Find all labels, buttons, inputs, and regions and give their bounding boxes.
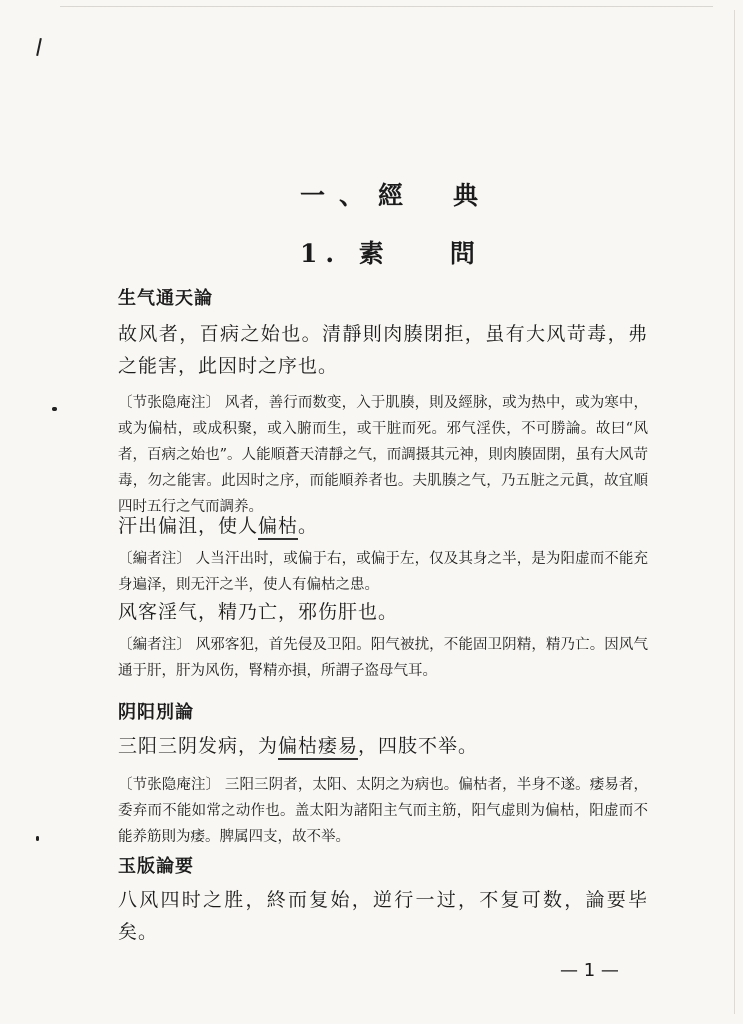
commentary-note: 〔編者注〕 人当汗出时，或偏于右，或偏于左，仅及其身之半，是为阳虚而不能充身遍泽，則无汗之半，使人有偏枯之患。 (118, 551, 648, 593)
section-1 (118, 284, 648, 520)
ink-mark (36, 38, 42, 56)
verse-text: 八风四时之胜，終而复始，逆行一过，不复可数，論要毕矣。 (118, 889, 648, 943)
ink-dot (36, 836, 39, 841)
section-title-part-1: 1. 素 (300, 239, 392, 268)
section-2 (118, 510, 648, 598)
verse-text: 风客淫气，精乃亡，邪伤肝也。 (118, 601, 399, 623)
verse-part: ，四肢不举。 (358, 735, 479, 757)
verse-part: 。 (298, 515, 319, 537)
section-3 (118, 596, 648, 684)
underlined-term: 偏枯痿易 (278, 735, 358, 760)
section-4 (118, 698, 648, 850)
verse-text (118, 730, 648, 762)
scan-edge-right (734, 10, 735, 1014)
section-title-part-2: 問 (449, 239, 483, 268)
section-heading: 玉版論要 (118, 856, 194, 877)
section-title (300, 234, 483, 270)
commentary-note: 〔編者注〕 风邪客犯，首先侵及卫阳。阳气被扰，不能固卫阴精，精乃亡。因风气通于肝，肝为风伤，腎精亦損，所謂子盗母气耳。 (118, 637, 648, 679)
section-5 (118, 852, 648, 948)
page-number: — 1 — (560, 960, 619, 981)
commentary-note: 〔节张隐庵注〕 三阳三阴者，太阳、太阴之为病也。偏枯者，半身不遂。痿易者，委弃而不能如常之动作也。盖太阳为諸阳主气而主筋，阳气虚則为偏枯，阳虚而不能养筋則为痿。脾属四支，故不举。 (118, 777, 648, 845)
chapter-title-part-2: 典 (453, 181, 493, 210)
underlined-term: 偏枯 (258, 515, 298, 540)
scan-edge-top (60, 6, 713, 7)
verse-part: 汗出偏沮，使人 (118, 515, 259, 537)
section-heading: 生气通天論 (118, 288, 213, 309)
verse-text (118, 510, 648, 542)
chapter-title-part-1: 一、經 (300, 181, 418, 210)
chapter-title (300, 176, 492, 212)
commentary-note: 〔节张隐庵注〕 风者，善行而数变，入于肌腠，則及經脉，或为热中，或为寒中，或为偏枯，或成积聚，或入腑而生，或干脏而死。邪气淫佚，不可勝論。故曰“风者，百病之始也”。人能順蒼天清靜之气，而調摄其元神，則肉腠固閉，虽有大风苛毒，勿之能害。此因时之序，而能順养者也。夫肌腠之气，乃五脏之元眞，故宜順四时五行之气而調养。 (118, 395, 648, 515)
ink-dot (52, 407, 57, 411)
verse-text: 故风者，百病之始也。清靜則肉腠閉拒，虽有大风苛毒，弗之能害，此因时之序也。 (118, 323, 648, 377)
verse-part: 三阳三阴发病，为 (118, 735, 279, 757)
section-heading: 阴阳別論 (118, 702, 194, 723)
